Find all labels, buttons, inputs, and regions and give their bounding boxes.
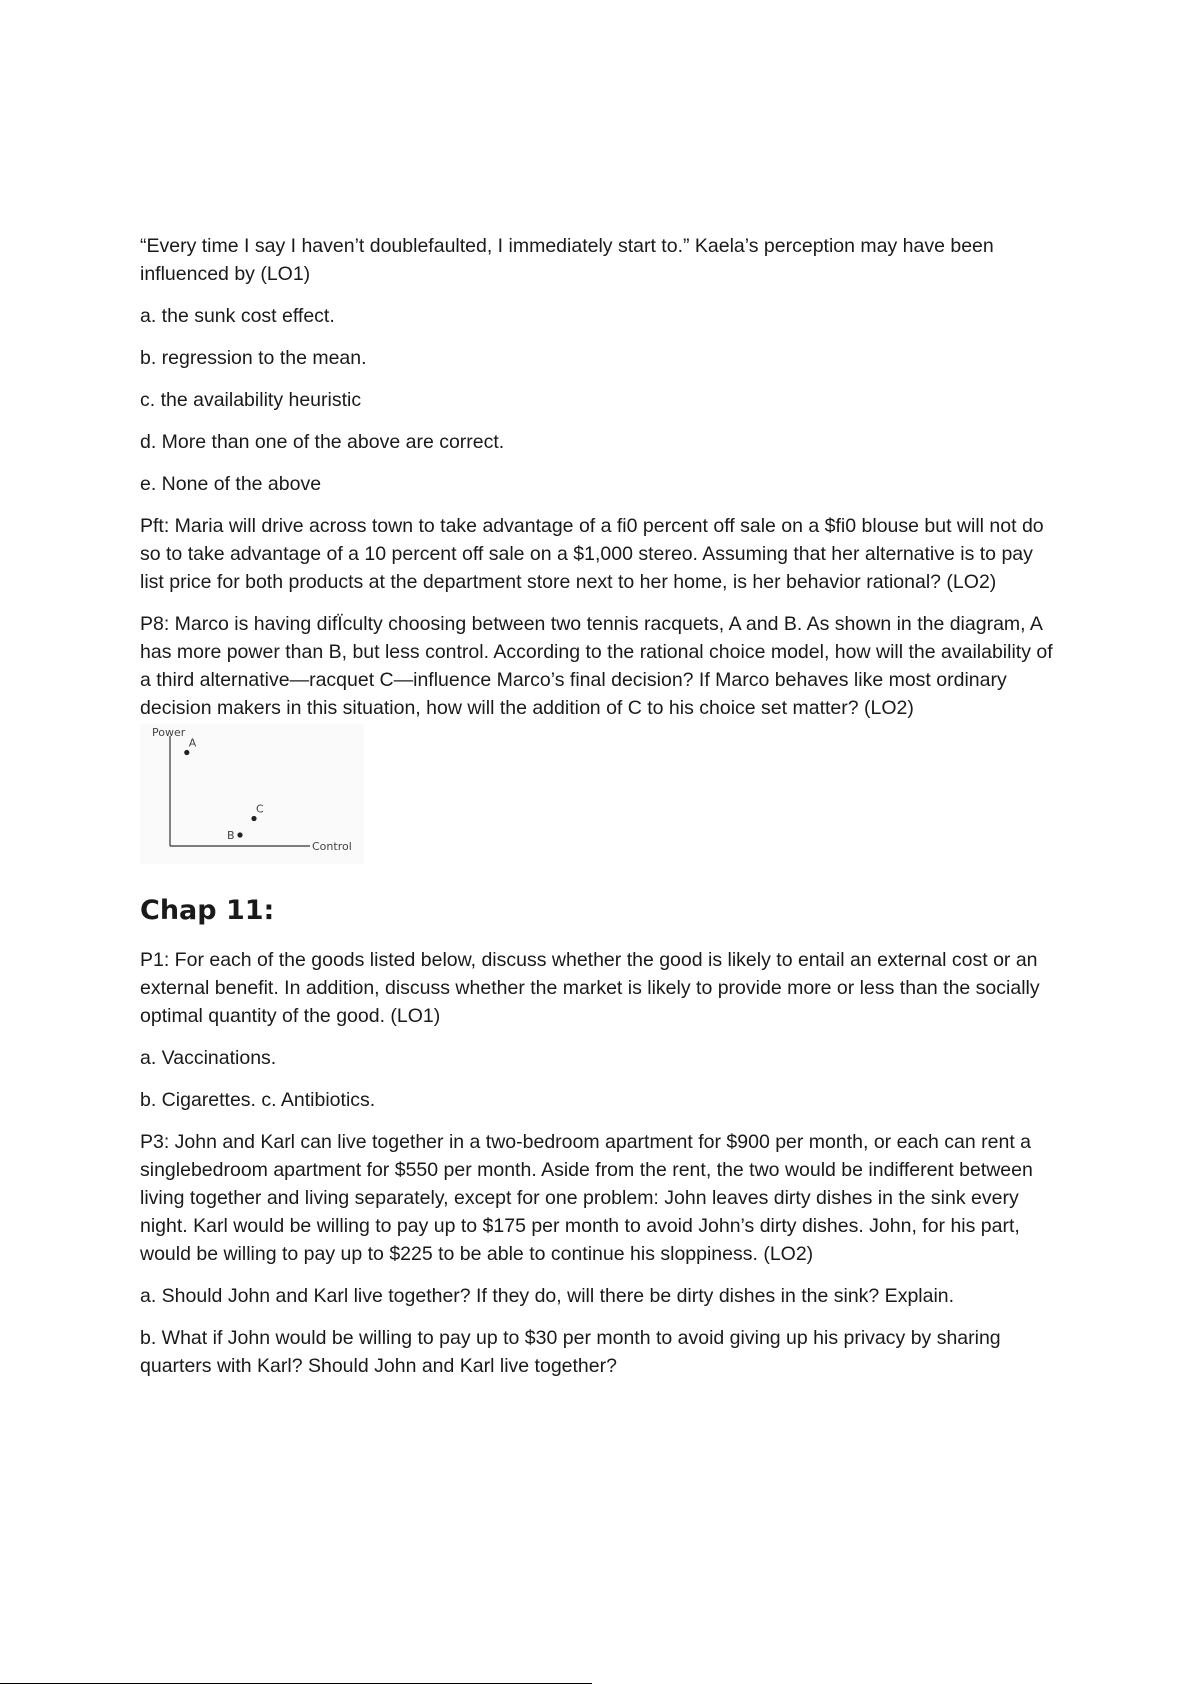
option-e-text: e. None of the above (140, 473, 322, 495)
problem-p1-text: P1: For each of the goods listed below, discuss whether the good is likely to entail an external cost or an external benefit. In addition, discuss whether the market is likely to provide more or less than the socially optimal quantity of the good. (LO1) (140, 949, 1040, 1027)
document-body (140, 232, 1060, 1394)
chapter-heading: Chap 11: (140, 895, 275, 926)
p1-option-a-text: a. Vaccinations. (140, 1047, 277, 1069)
point-a (184, 750, 189, 755)
racquet-diagram-svg (140, 724, 364, 864)
footnote-separator (0, 1683, 592, 1684)
p3-option-a-text: a. Should John and Karl live together? If they do, will there be dirty dishes in the sink? Explain. (140, 1285, 955, 1307)
problem-marco-text: P8: Marco is having difÏculty choosing between two tennis racquets, A and B. As shown in the diagram, A has more power than B, but less control. According to the rational choice model, how will the availability of a third alternative—racquet C—influence Marco’s final decision? If Marco behaves like most ordinary decision makers in this situation, how will the addition of C to his choice set matter? (LO2) (140, 613, 1053, 719)
option-c-text: c. the availability heuristic (140, 389, 362, 411)
p1-option-bc-text: b. Cigarettes. c. Antibiotics. (140, 1089, 376, 1111)
y-axis-label: Power (152, 726, 186, 739)
point-a-label: A (188, 736, 197, 750)
option-d-text: d. More than one of the above are correct. (140, 431, 505, 453)
racquet-diagram (140, 724, 364, 864)
point-c (251, 816, 256, 821)
problem-p3-text: P3: John and Karl can live together in a two-bedroom apartment for $900 per month, or each can rent a singlebedroom apartment for $550 per month. Aside from the rent, the two would be indifferent between living together and living separately, except for one problem: John leaves dirty dishes in the sink every night. Karl would be willing to pay up to $175 per month to avoid John’s dirty dishes. John, for his part, would be willing to pay up to $225 to be able to continue his sloppiness. (LO2) (140, 1131, 1033, 1265)
question-kaela-text: “Every time I say I haven’t doublefaulted, I immediately start to.” Kaela’s perception may have been influenced by (LO1) (140, 235, 994, 285)
p3-option-b-text: b. What if John would be willing to pay up to $30 per month to avoid giving up his privacy by sharing quarters with Karl? Should John and Karl live together? (140, 1327, 1001, 1377)
point-b-label: B (227, 829, 235, 842)
point-c-label: C (256, 802, 264, 816)
problem-maria-text: Pft: Maria will drive across town to take advantage of a fi0 percent off sale on a $fi0 blouse but will not do so to take advantage of a 10 percent off sale on a $1,000 stereo. Assuming that her alternative is to pay list price for both products at the department store next to her home, is her behavior rational? (LO2) (140, 515, 1044, 593)
option-b-text: b. regression to the mean. (140, 347, 367, 369)
x-axis-label: Control (312, 840, 352, 853)
point-b (237, 832, 242, 837)
option-a-text: a. the sunk cost effect. (140, 305, 335, 327)
